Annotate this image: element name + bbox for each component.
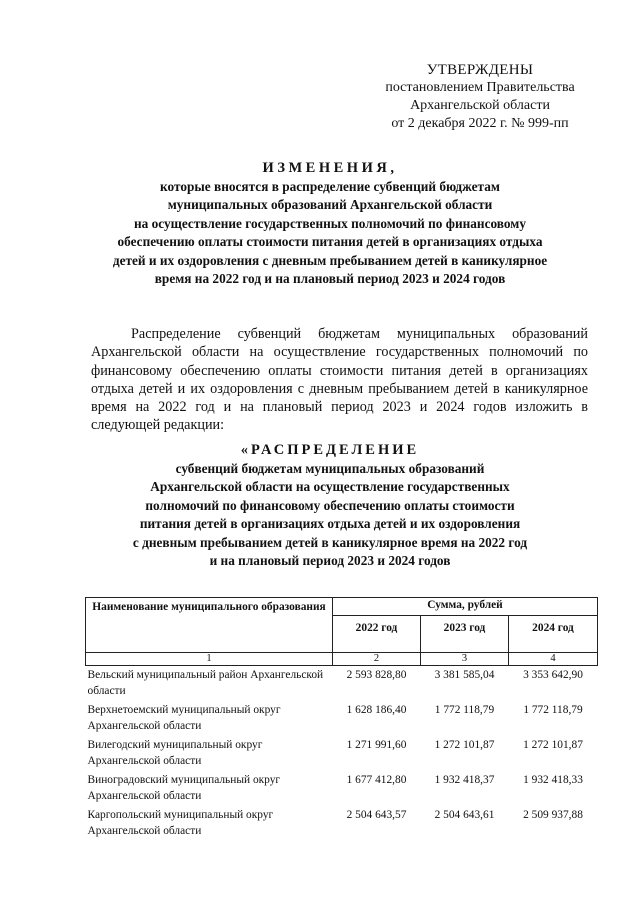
distribution-line: субвенций бюджетам муниципальных образований <box>175 460 485 476</box>
value-2022: 2 504 643,57 <box>346 809 407 821</box>
distribution-title <box>80 441 580 571</box>
value-2022: 2 593 828,80 <box>346 669 407 681</box>
changes-line: муниципальных образований Архангельской области <box>167 197 493 212</box>
value-2024: 1 772 118,79 <box>523 704 583 716</box>
value-2022: 1 677 412,80 <box>346 774 407 786</box>
municipality-name: Верхнетоемский муниципальный округ Архангельской области <box>87 704 281 732</box>
municipality-name: Каргопольский муниципальный округ Архангельской области <box>87 809 274 837</box>
value-2024: 3 353 642,90 <box>523 669 583 681</box>
approval-line: постановлением Правительства <box>385 80 575 95</box>
value-2023: 2 504 643,61 <box>434 809 495 821</box>
approval-line: Архангельской области <box>410 98 550 113</box>
changes-title <box>80 159 580 289</box>
changes-heading: ИЗМЕНЕНИЯ, <box>262 160 398 176</box>
table-row <box>86 666 598 702</box>
approval-block <box>370 61 590 133</box>
value-2024: 1 932 418,33 <box>523 774 583 786</box>
municipality-name: Вельский муниципальный район Архангельской области <box>87 669 324 697</box>
distribution-line: полномочий по финансовому обеспечению оплаты стоимости <box>145 497 515 513</box>
column-number: 1 <box>86 653 333 666</box>
changes-line: время на 2022 год и на плановый период 2023 и 2024 годов <box>154 271 506 286</box>
table-row <box>86 806 598 841</box>
distribution-line: с дневным пребыванием детей в каникулярное время на 2022 год <box>132 534 528 550</box>
table-row <box>86 771 598 806</box>
header-sum: Сумма, рублей <box>333 598 598 616</box>
distribution-line: питания детей в организациях отдыха детей и их оздоровления <box>139 516 521 531</box>
changes-line: которые вносятся в распределение субвенций бюджетам <box>160 178 500 194</box>
column-number: 3 <box>421 653 509 666</box>
value-2024: 1 272 101,87 <box>523 739 583 751</box>
header-year-2022: 2022 год <box>333 616 421 653</box>
table-row <box>86 701 598 736</box>
value-2023: 3 381 585,04 <box>434 669 495 681</box>
changes-line: обеспечению оплаты стоимости питания детей в организациях отдыха <box>117 234 543 249</box>
table-row <box>86 736 598 771</box>
value-2022: 1 271 991,60 <box>346 739 407 751</box>
distribution-heading: «РАСПРЕДЕЛЕНИЕ <box>240 442 420 458</box>
body-paragraph: Распределение субвенций бюджетам муниципальных образований Архангельской области на осуществление государственных полномочий по финансовому обеспечению оплаты стоимости питания детей в организациях отдыха детей и их оздоровления с дневным пребыванием детей в каникулярное время на 2022 год и на плановый период 2023 и 2024 годов изложить в следующей редакции: <box>91 326 588 434</box>
header-year-2024: 2024 год <box>509 616 598 653</box>
distribution-line: и на плановый период 2023 и 2024 годов <box>209 553 451 568</box>
value-2023: 1 272 101,87 <box>434 739 495 751</box>
header-municipality: Наименование муниципального образования <box>86 598 333 653</box>
municipality-name: Виноградовский муниципальный округ Архангельской области <box>87 774 281 802</box>
municipality-name: Вилегодский муниципальный округ Архангельской области <box>87 739 263 767</box>
approval-title: УТВЕРЖДЕНЫ <box>426 62 534 78</box>
distribution-line: Архангельской области на осуществление государственных <box>150 479 510 494</box>
approval-date: от 2 декабря 2022 г. № 999-пп <box>391 116 569 131</box>
value-2024: 2 509 937,88 <box>523 809 583 821</box>
header-year-2023: 2023 год <box>421 616 509 653</box>
column-number: 2 <box>333 653 421 666</box>
subvention-table <box>85 597 598 841</box>
changes-line: детей и их оздоровления с дневным пребыванием детей в каникулярное <box>112 252 548 268</box>
value-2023: 1 932 418,37 <box>434 774 495 786</box>
changes-line: на осуществление государственных полномочий по финансовому <box>133 215 526 231</box>
column-number: 4 <box>509 653 598 666</box>
value-2023: 1 772 118,79 <box>434 704 495 716</box>
value-2022: 1 628 186,40 <box>346 704 407 716</box>
